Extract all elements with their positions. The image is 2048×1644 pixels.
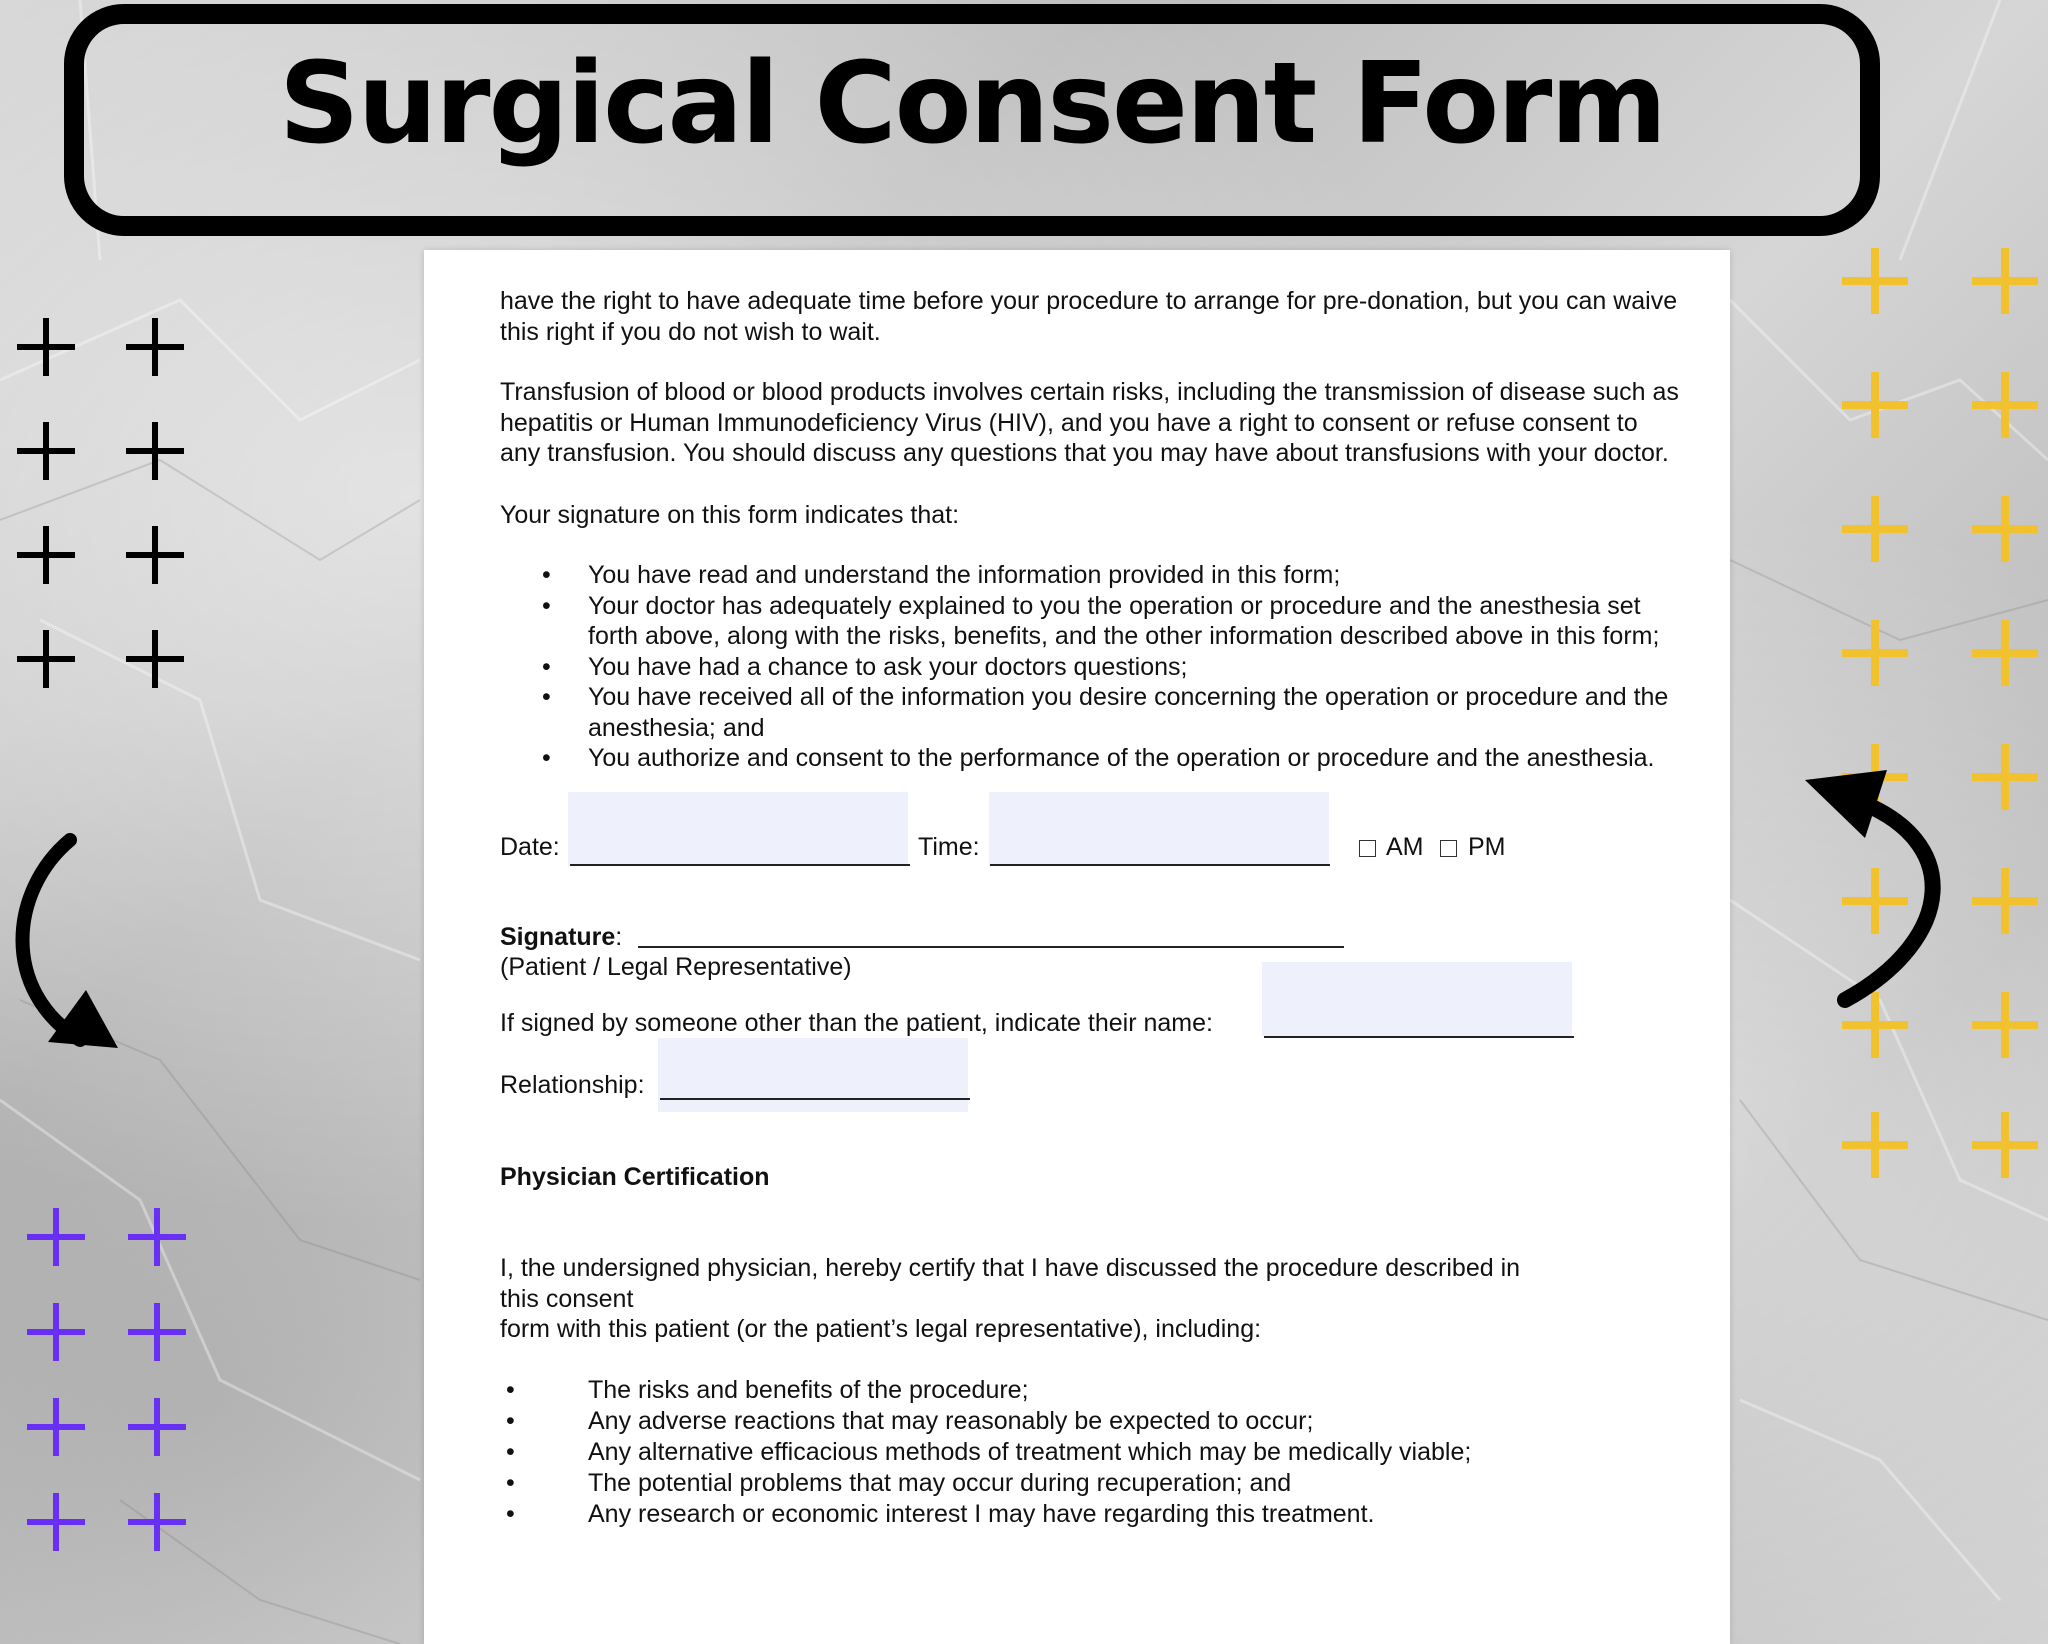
plus-icon: [17, 526, 75, 584]
bullet: •: [506, 1437, 515, 1466]
plus-icon: [27, 1303, 85, 1361]
physician-line-3: form with this patient (or the patient’s legal representative), including:: [500, 1315, 1262, 1343]
plus-icon: [1842, 248, 1908, 314]
consent-document: [424, 250, 1730, 1644]
plus-icon: [17, 318, 75, 376]
list-item: • You authorize and consent to the performance of the operation or procedure and the anesthesia.: [542, 744, 1655, 772]
intro-paragraph: have the right to have adequate time before your procedure to arrange for pre-donation, but you can waive this right if you do not wish to wait.: [500, 287, 1678, 346]
plus-icon: [1972, 1112, 2038, 1178]
plus-icon: [128, 1493, 186, 1551]
plus-icon: [128, 1208, 186, 1266]
time-label: Time:: [918, 832, 980, 861]
bullet: •: [542, 561, 551, 589]
plus-icon: [126, 422, 184, 480]
plus-icon: [17, 422, 75, 480]
signature-label: Signature: [500, 922, 616, 951]
plus-icon: [1842, 372, 1908, 438]
signature-row: Signature:: [500, 922, 623, 951]
plus-icon: [1842, 496, 1908, 562]
plus-icon: [1842, 620, 1908, 686]
plus-icon: [27, 1208, 85, 1266]
list-item: • Any adverse reactions that may reasonably be expected to occur;: [506, 1406, 1314, 1435]
plus-icon: [1972, 620, 2038, 686]
bullet: •: [542, 652, 551, 681]
list-item: • The risks and benefits of the procedure;: [506, 1375, 1029, 1404]
plus-icon: [17, 630, 75, 688]
plus-icon: [1842, 1112, 1908, 1178]
pm-label: PM: [1468, 832, 1506, 861]
plus-icon: [126, 526, 184, 584]
list-item: • You have read and understand the information provided in this form;: [542, 561, 1341, 589]
curved-arrow-down-right-icon: [0, 830, 140, 1060]
signature-line[interactable]: [638, 946, 1344, 948]
date-underline: [570, 864, 910, 866]
bullet: •: [506, 1499, 515, 1528]
plus-icon: [128, 1303, 186, 1361]
relationship-underline: [660, 1098, 970, 1100]
signature-sublabel: (Patient / Legal Representative): [500, 952, 852, 981]
document-body: [500, 286, 1680, 1530]
physician-line-1: I, the undersigned physician, hereby certify that I have discussed the procedure described in: [500, 1254, 1521, 1282]
relationship-label: Relationship:: [500, 1070, 645, 1099]
consent-list: [500, 560, 1680, 774]
other-signer-name-field[interactable]: [1262, 962, 1572, 1036]
time-field[interactable]: [989, 792, 1329, 866]
list-item: • Any alternative efficacious methods of treatment which may be medically viable;: [506, 1437, 1472, 1466]
list-item: • Your doctor has adequately explained to you the operation or procedure and the anesthesia set forth above, along with the risks, benefits, and the other information described above in this form;: [542, 591, 1660, 650]
plus-icon: [1972, 496, 2038, 562]
am-label: AM: [1386, 832, 1424, 861]
relationship-row: [500, 1056, 1680, 1118]
plus-icon: [1972, 248, 2038, 314]
date-label: Date:: [500, 832, 560, 861]
plus-icon: [1972, 992, 2038, 1058]
plus-icon: [1972, 868, 2038, 934]
physician-line-2: this consent: [500, 1284, 634, 1313]
list-item: • The potential problems that may occur during recuperation; and: [506, 1468, 1292, 1497]
list-item: • Any research or economic interest I may have regarding this treatment.: [506, 1499, 1375, 1528]
list-item: • You have received all of the information you desire concerning the operation or procedure and the anesthesia; and: [542, 683, 1669, 742]
plus-icon: [27, 1398, 85, 1456]
other-signer-label: If signed by someone other than the patient, indicate their name:: [500, 1008, 1213, 1037]
physician-heading: Physician Certification: [500, 1162, 770, 1191]
bullet: •: [542, 744, 551, 772]
relationship-field[interactable]: [658, 1038, 968, 1112]
plus-icon: [1972, 372, 2038, 438]
am-checkbox[interactable]: [1359, 840, 1376, 857]
date-field[interactable]: [568, 792, 908, 866]
date-time-row: [500, 792, 1680, 902]
bullet: •: [506, 1406, 515, 1435]
signature-intro: Your signature on this form indicates that:: [500, 500, 960, 529]
pm-checkbox[interactable]: [1440, 840, 1457, 857]
curved-arrow-up-left-icon: [1795, 760, 1970, 1020]
time-underline: [990, 864, 1330, 866]
bullet: •: [542, 591, 551, 620]
plus-icon: [27, 1493, 85, 1551]
bullet: •: [506, 1468, 515, 1497]
transfusion-paragraph: Transfusion of blood or blood products involves certain risks, including the transmission of disease such as hepatitis or Human Immunodeficiency Virus (HIV), and you have a right to consent or refuse consent to any transfusion. You should discuss any questions that you may have about transfusions with your doctor.: [500, 378, 1679, 467]
plus-icon: [1972, 744, 2038, 810]
plus-icon: [126, 630, 184, 688]
other-signer-underline: [1264, 1036, 1574, 1038]
title-banner: [64, 4, 1880, 236]
plus-icon: [126, 318, 184, 376]
bullet: •: [506, 1375, 515, 1404]
list-item: • You have had a chance to ask your doctors questions;: [542, 652, 1188, 681]
bullet: •: [542, 683, 551, 711]
plus-icon: [128, 1398, 186, 1456]
certification-list: [500, 1375, 1680, 1530]
page-title: Surgical Consent Form: [278, 39, 1666, 169]
